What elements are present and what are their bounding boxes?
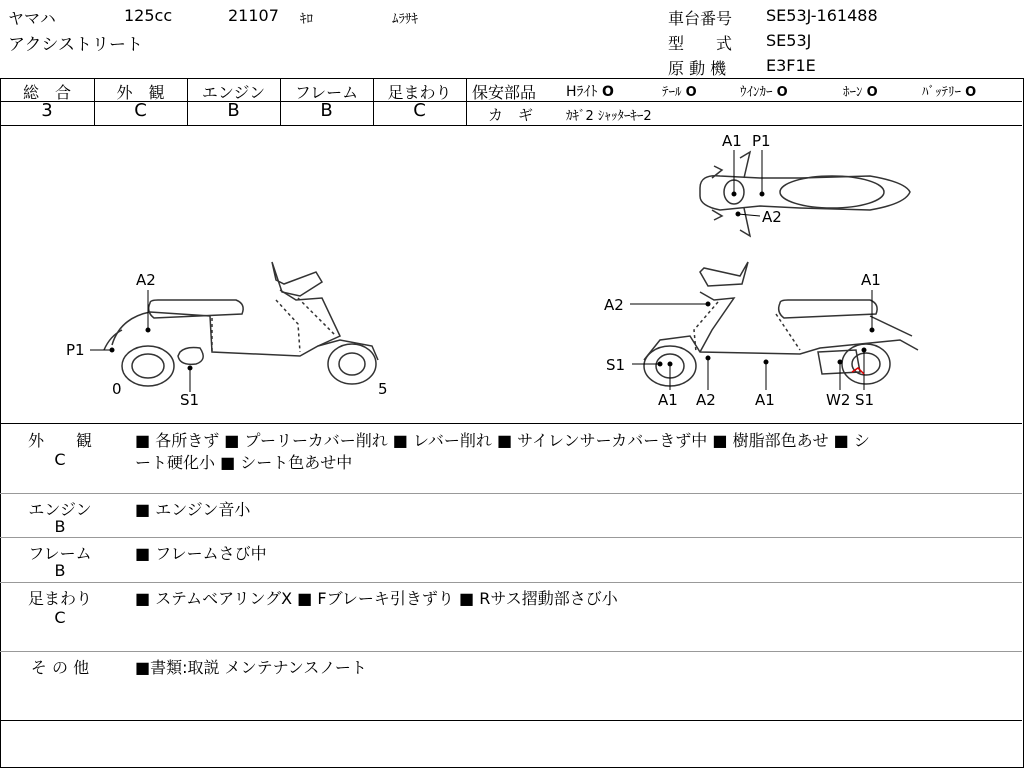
grade-total-label: 総 合 [22,83,71,102]
label-right-a1-top: A1 [861,271,881,289]
grade-exterior-value: C [134,100,147,121]
label-left-zero: 0 [112,380,122,398]
label-right-a2-bottom: A2 [696,391,716,409]
section-frame-text: ■ フレームさび中 [135,544,267,563]
grade-total-value: 3 [41,100,53,121]
frame-no-label: 車台番号 [668,9,733,28]
section-frame-grade: B [54,561,66,580]
grade-bottom [0,125,1022,126]
section-suspension-grade: C [54,608,66,627]
safety-item-tail: ﾃｰﾙ O [662,85,697,100]
section-exterior-text-1: ■ 各所きず ■ プーリーカバー削れ ■ レバー削れ ■ サイレンサーカバーきず中 ■ 樹脂部色あせ ■ シ [135,431,870,450]
label-left-p1: P1 [66,341,85,359]
safety-item-horn: ﾎｰﾝ O [843,85,878,100]
mileage: 21107 [228,6,279,25]
section-engine-text: ■ エンジン音小 [135,500,251,519]
engine-label: 原 動 機 [668,59,727,78]
section-engine-title: エンジン [28,500,92,519]
grade-engine-value: B [227,100,240,121]
safety-item-battery: ﾊﾞｯﾃﾘｰ O [922,85,977,100]
key-label: カ ギ [488,106,534,124]
section-divider-1 [0,493,1022,494]
grade-suspension-label: 足まわり [387,83,452,102]
section-exterior-text-2: ート硬化小 ■ シート色あせ中 [135,453,353,472]
section-divider-4 [0,651,1022,652]
grade-engine-label: エンジン [201,83,266,102]
grade-exterior-label: 外 観 [116,83,165,102]
label-right-a2: A2 [604,296,624,314]
maker: ヤマハ [8,9,56,28]
safety-item-headlight: Hﾗｲﾄ O [566,84,614,100]
type-value: SE53J [766,31,812,50]
diagram-bottom [0,423,1022,424]
section-frame-title: フレーム [28,544,92,563]
section-other-title: そ の 他 [30,658,90,677]
label-left-a2: A2 [136,271,156,289]
grade-frame-label: フレーム [294,83,359,102]
safety-item-winker: ｳｲﾝｶｰ O [740,85,788,100]
label-top-a1: A1 [722,132,742,150]
section-divider-3 [0,582,1022,583]
safety-label: 保安部品 [472,83,537,102]
frame-no: SE53J-161488 [766,6,878,25]
section-engine-grade: B [54,517,66,536]
section-exterior-title: 外 観 [27,431,92,450]
grade-frame-value: B [320,100,333,121]
color: ﾑﾗｻｷ [392,12,418,27]
label-right-a1-bottom-2: A1 [755,391,775,409]
engine-value: E3F1E [766,56,816,75]
section-other-text: ■書類:取説 メンテナンスノート [135,658,367,677]
label-top-p1: P1 [752,132,771,150]
label-right-s1-bottom: S1 [855,391,875,409]
key-value: ｶｷﾞ2 ｼｬｯﾀｰｷｰ2 [566,109,652,124]
label-left-s1: S1 [180,391,200,409]
label-right-w2: W2 [826,391,851,409]
section-exterior-grade: C [54,450,66,469]
label-right-s1-left: S1 [606,356,626,374]
type-label: 型 式 [668,34,733,53]
section-divider-5 [0,720,1022,721]
displacement: 125cc [124,6,173,25]
mileage-unit: ｷﾛ [300,12,313,27]
label-right-a1-bottom-1: A1 [658,391,678,409]
grade-suspension-value: C [413,100,426,121]
label-left-five: 5 [378,380,388,398]
model-name: アクシストリート [8,35,143,55]
label-top-a2: A2 [762,208,782,226]
section-divider-2 [0,537,1022,538]
section-suspension-text: ■ ステムベアリングX ■ Fブレーキ引きずり ■ Rサス摺動部さび小 [135,589,618,608]
safety-divider [466,101,1022,102]
grid-v5 [466,78,467,125]
section-suspension-title: 足まわり [27,589,92,608]
